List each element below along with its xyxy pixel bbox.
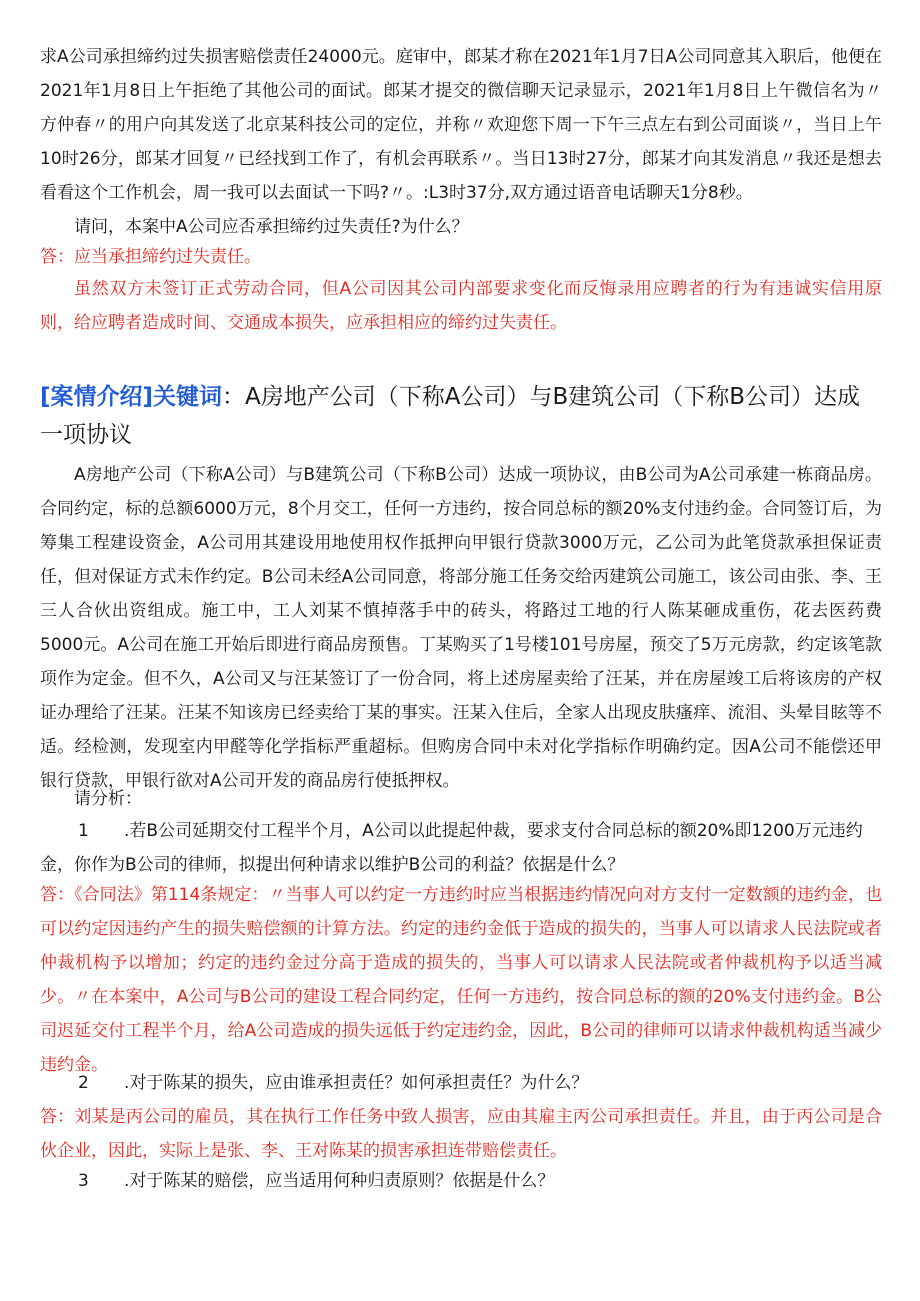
answer-line: 答：应当承担缔约过失责任。 [40, 247, 261, 267]
question-2-number: 2 [78, 1073, 89, 1093]
section-heading [40, 378, 882, 454]
answer-2: 答：刘某是丙公司的雇员，其在执行工作任务中致人损害，应由其雇主丙公司承担责任。并且，由于丙公司是合伙企业，因此，实际上是张、李、王对陈某的损害承担连带赔偿责任。 [40, 1107, 882, 1161]
analyze-label: 请分析： [74, 789, 142, 809]
question-1-number: 1 [78, 821, 89, 841]
question-2-text: .对于陈某的损失，应由谁承担责任？如何承担责任？为什么？ [124, 1073, 589, 1093]
heading-tag: [案情介绍]关键词 [40, 384, 223, 410]
question-1 [40, 814, 882, 882]
answer-1: 答：《合同法》第114条规定：〃当事人可以约定一方违约时应当根据违约情况向对方支付一定数额的违约金，也可以约定因违约产生的损失赔偿额的计算方法。约定的违约金低于造成的损失的，当事人可以请求人民法院或者仲裁机构予以增加；约定的违约金过分高于造成的损失的，当事人可以请求人民法院或者仲裁机构予以适当减少。〃在本案中，A公司与B公司的建设工程合同约定，任何一方违约，按合同总标的额的20%支付违约金。B公司迟延交付工程半个月，给A公司造成的损失远低于约定违约金，因此，B公司的律师可以请求仲裁机构适当减少违约金。 [40, 885, 882, 1075]
question-text: 请问，本案中A公司应否承担缔约过失责任?为什么？ [74, 217, 469, 237]
heading-title: ：A房地产公司（下称A公司）与B建筑公司（下称B公司）达成一项协议 [40, 384, 861, 448]
question-3-text: .对于陈某的赔偿，应当适用何种归责原则？依据是什么？ [124, 1171, 555, 1191]
question-2 [40, 1066, 882, 1100]
case-intro-tail: 求A公司承担缔约过失损害赔偿责任24000元。庭审中，郎某才称在2021年1月7日A公司同意其入职后，他便在2021年1月8日上午拒绝了其他公司的面试。郎某才提交的微信聊天记录显示，2021年1月8日上午微信名为〃方仲春〃的用户向其发送了北京某科技公司的定位，并称〃欢迎您下周一下午三点左右到公司面谈〃，当日上午10时26分，郎某才回复〃已经找到工作了，有机会再联系〃。当日13时27分，郎某才向其发消息〃我还是想去看看这个工作机会，周一我可以去面试一下吗?〃。:L3时37分,双方通过语音电话聊天1分8秒。 [40, 47, 882, 203]
question-3 [40, 1164, 882, 1198]
question-3-number: 3 [78, 1171, 89, 1191]
case-description: A房地产公司（下称A公司）与B建筑公司（下称B公司）达成一项协议，由B公司为A公司承建一栋商品房。合同约定，标的总额6000万元，8个月交工，任何一方违约，按合同总标的额20%支付违约金。合同签订后，为筹集工程建设资金，A公司用其建设用地使用权作抵押向甲银行贷款3000万元，乙公司为此笔贷款承担保证责任，但对保证方式未作约定。B公司未经A公司同意，将部分施工任务交给丙建筑公司施工，该公司由张、李、王三人合伙出资组成。施工中，工人刘某不慎掉落手中的砖头，将路过工地的行人陈某砸成重伤，花去医药费5000元。A公司在施工开始后即进行商品房预售。丁某购买了1号楼101号房屋，预交了5万元房款，约定该笔款项作为定金。但不久，A公司又与汪某签订了一份合同，将上述房屋卖给了汪某，并在房屋竣工后将该房的产权证办理给了汪某。汪某不知该房已经卖给丁某的事实。汪某入住后，全家人出现皮肤瘙痒、流泪、头晕目眩等不适。经检测，发现室内甲醛等化学指标严重超标。但购房合同中未对化学指标作明确约定。因A公司不能偿还甲银行贷款，甲银行欲对A公司开发的商品房行使抵押权。 [40, 465, 882, 791]
answer-body: 虽然双方未签订正式劳动合同，但A公司因其公司内部要求变化而反悔录用应聘者的行为有违诚实信用原则，给应聘者造成时间、交通成本损失，应承担相应的缔约过失责任。 [40, 279, 882, 333]
question-1-text: .若B公司延期交付工程半个月，A公司以此提起仲裁，要求支付合同总标的额20%即1200万元违约金，你作为B公司的律师，拟提出何种请求以维护B公司的利益？依据是什么？ [40, 821, 863, 875]
